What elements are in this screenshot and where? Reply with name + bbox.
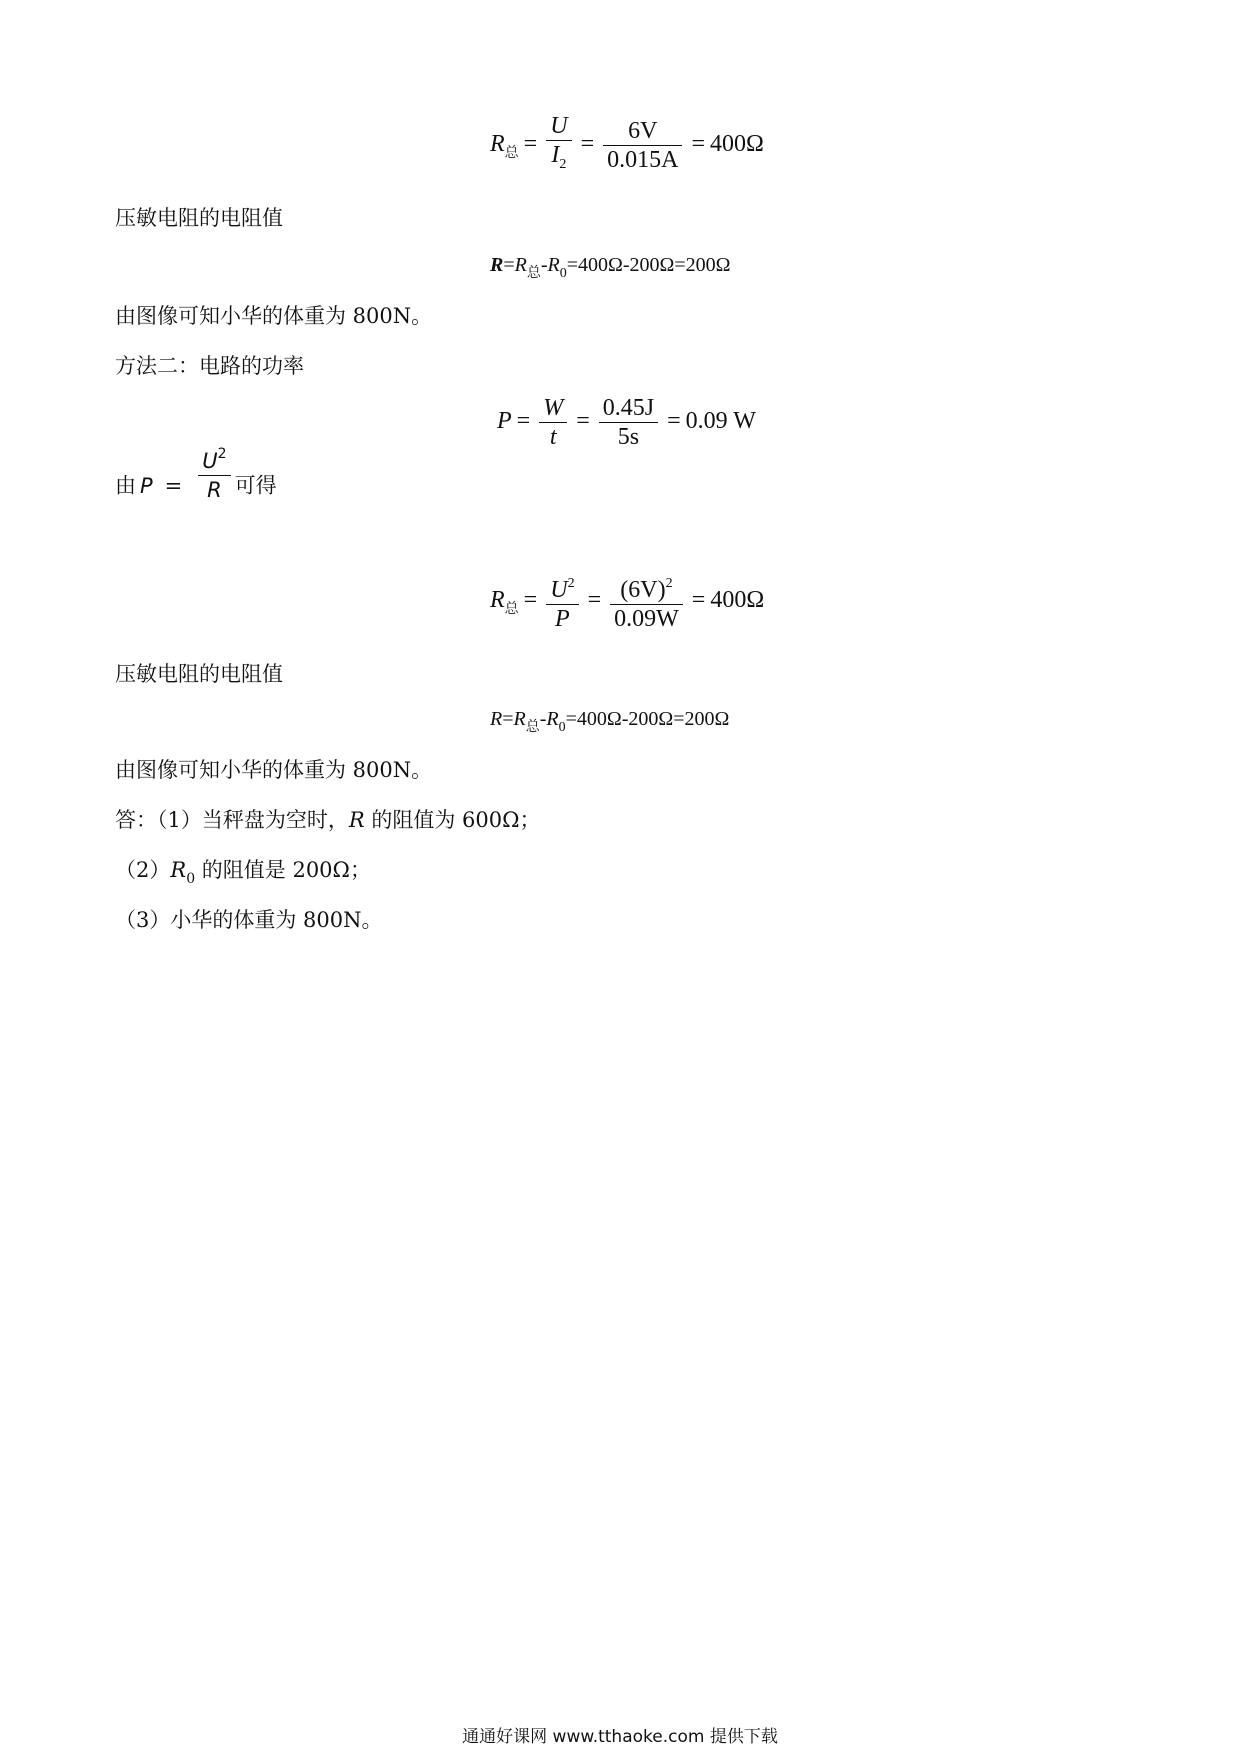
equation-total-resistance-2: $R_总$ = $\frac{U^2}{P}$ = $\frac{(6V)^2}{0.09W}$ = 400Ω (490, 576, 765, 632)
text-power-formula: 由 P = $\frac{U^2}{R}$ 可得 (115, 446, 277, 502)
equation-piezo-resistance-1: $R=R_总-R_0=400\Omega-200\Omega=200\Omega$ (490, 254, 731, 281)
equation-piezo-resistance-2: $R=R_总-R_0=400\Omega-200\Omega=200\Omega$ (490, 708, 730, 735)
text-piezo-resistance-2: 压敏电阻的电阻值 (115, 662, 283, 686)
text-method-two: 方法二：电路的功率 (115, 354, 304, 378)
equation-power: P = $\frac{W}{t}$ = $\frac{0.45J}{5s}$ = 0.09 W (497, 395, 756, 450)
text-weight-result-1: 由图像可知小华的体重为 800N。 (115, 304, 433, 328)
text-weight-result-2: 由图像可知小华的体重为 800N。 (115, 758, 433, 782)
answer-2: $(2)R_0$ 的阻值是 200Ω； (115, 858, 371, 887)
answer-3: （3）小华的体重为 800N。 (115, 908, 383, 932)
answer-1: 答：（1）当秤盘为空时，R 的阻值为 600Ω； (115, 808, 541, 832)
page-footer: 通通好课网 www.tthaoke.com 提供下载 (462, 1727, 778, 1747)
equation-total-resistance-1: $R_总$ = $\frac{U}{I_2}$ = $\frac{6V}{0.015A}$ = 400Ω (490, 113, 764, 173)
text-piezo-resistance-1: 压敏电阻的电阻值 (115, 206, 283, 230)
